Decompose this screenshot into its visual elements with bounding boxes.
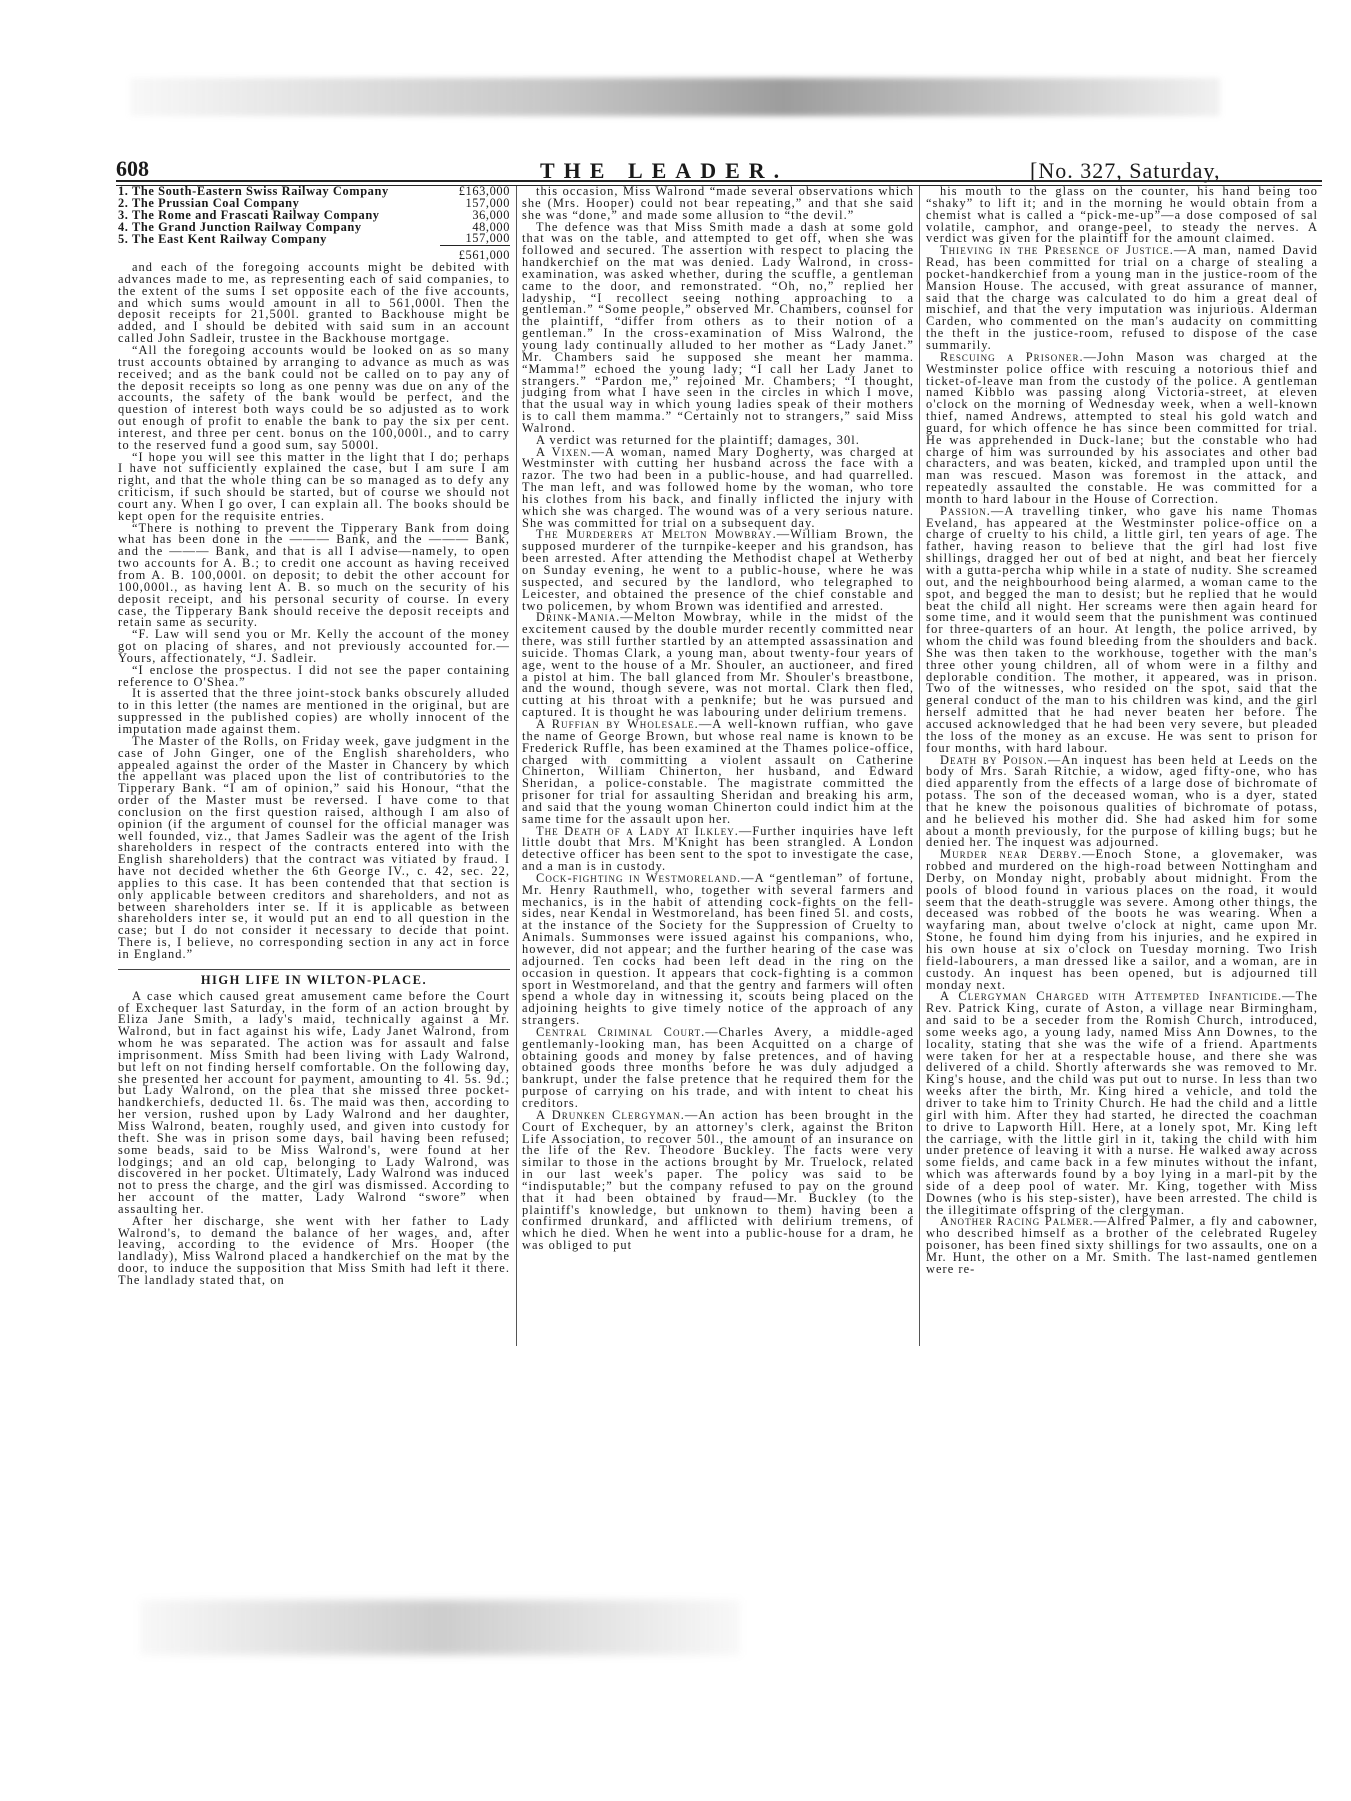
news-item	[926, 752, 1318, 850]
accounts-table	[118, 186, 510, 262]
amount: 157,000	[465, 195, 510, 210]
article-paragraph: A case which caused great amusement came before the Court of Exchequer last Saturday, in the form of an action brought by Eliza Jane Smith, a lady's maid, technically against a Mr. Walrond, but in fact against his wife, Lady Janet Walrond, from whom he was separated. The action was for assault and false imprisonment. Miss Smith had been living with Lady Walrond, but left on not finding herself comfortable. On the following day, she presented her account for payment, amounting to 4l. 5s. 9d.; but Lady Walrond, on the plea that she missed three pocket-handkerchiefs, deducted 1l. 6s. The maid was then, according to her version, rushed upon by Lady Walrond and her daughter, Miss Walrond, beaten, roughly used, and given into custody for theft. She was in prison some days, bail having been refused; some beads, said to be Miss Walrond's, were found at her lodgings; and an old cap, belonging to Lady Walrond, was discovered in her pocket. Ultimately, Lady Walrond was induced not to press the charge, and the girl was dismissed. According to her account of the matter, Lady Walrond “swore” when assaulting her.	[118, 988, 510, 1216]
item-body: A verdict was returned for the plaintiff; damages, 30l.	[536, 432, 860, 447]
column-1	[118, 186, 510, 1287]
article-paragraph: “F. Law will send you or Mr. Kelly the account of the money got on placing of shares, and not previously accounted for.—Yours, affectionately, “J. Sadleir.	[118, 627, 510, 665]
item-body: —A well-known ruffian, who gave the name of George Brown, but whose real name is known to be Frederick Ruffle, has been examined at the Thames police-office, charged with committing a violent assault on Catherine Chinerton, William Chinerton, her husband, and Edward Sheridan, a police-constable. The magistrate committed the prisoner for trial for assaulting Sheridan and breaking his arm, and said that the young woman Chinerton could indict him at the same time for the assault upon her.	[522, 716, 914, 826]
news-item	[926, 186, 1318, 245]
item-body: —An inquest has been held at Leeds on the body of Mrs. Sarah Ritchie, a widow, aged fifty-one, who has died apparently from the effects of a large dose of bichromate of potass. The son of the deceased woman, who is a dyer, stated that he knew the poisonous qualities of bichromate of potass, and he believed his mother did. She had asked him for some about a month previously, for the purpose of killing bugs; but he denied her. The inquest was adjourned.	[926, 752, 1318, 850]
item-headline: Death by Poison.	[940, 752, 1048, 767]
item-body: —Further inquiries have left little doubt that Mrs. M'Knight has been strangled. A London detective officer has been sent to the spot to investigate the case, and a man is in custody.	[522, 823, 914, 874]
item-body: —Melton Mowbray, while in the midst of the excitement caused by the double murder recently committed near there, was still further startled by an attempted assassination and suicide. Thomas Clark, a young man, about twenty-four years of age, went to the house of a Mr. Shouler, an auctioneer, and fired a pistol at him. The ball glanced from Mr. Shouler's breastbone, and the wound, though severe, was not mortal. Clark then fled, cutting at his throat with a penknife; but he was pursued and captured. It is thought he was labouring under delirium tremens.	[522, 610, 914, 720]
column-divider	[516, 186, 517, 1346]
item-headline: Thieving in the Presence of Justice.	[940, 243, 1174, 258]
item-headline: The Murderers at Melton Mowbray.	[536, 527, 777, 542]
news-item	[522, 1107, 914, 1253]
news-item	[522, 529, 914, 612]
item-body: his mouth to the glass on the counter, his hand being too “shaky” to lift it; and in the morning he would obtain from a chemist what is called a “pick-me-up”—a dose composed of sal volatile, camphor, and orange-peel, to steady the nerves. A verdict was given for the plaintiff for the amount claimed.	[926, 184, 1318, 246]
item-headline: A Drunken Clergyman.	[536, 1107, 685, 1122]
table-row	[118, 233, 510, 245]
news-item	[522, 870, 914, 1028]
company-name: 2. The Prussian Coal Company	[118, 195, 300, 210]
column-2	[522, 186, 914, 1252]
company-name: 4. The Grand Junction Railway Company	[118, 219, 362, 234]
item-headline: Passion.	[940, 503, 991, 518]
masthead: THE LEADER.	[540, 158, 789, 183]
item-headline: Murder near Derby.	[940, 847, 1083, 862]
item-body: —A travelling tinker, who gave his name Thomas Eveland, has appeared at the Westminster police-office on a charge of cruelty to his child, a little girl, ten years of age. The father, having reason to believe that the girl had lost five shillings, dragged her out of bed at night, and beat her fiercely with a gutta-percha whip while in a state of nudity. She screamed out, and the neighbourhood being alarmed, a woman came to the spot, and begged the man to desist; but he replied that he would beat the child all night. Her screams were then again heard for some time, and it would seem that the punishment was continued for three-quarters of an hour. At length, the police arrived, by whom the child was found bleeding from the shoulders and back. She was then taken to the workhouse, together with the man's three other young children, all of whom were in a filthy and deplorable condition. The mother, it appeared, was in prison. Two of the witnesses, who resided on the spot, said that the general conduct of the man to his children was kind, and the girl herself admitted that he had never beaten her before. The accused acknowledged that he had been very severe, but pleaded the loss of the money as an excuse. He was sent to prison for four months, with hard labour.	[926, 503, 1318, 755]
article-paragraph: and each of the foregoing accounts might be debited with advances made to me, as representing each of said companies, to the extent of the sums I set opposite each of the five accounts, and which sums would amount in all to 561,000l. Then the deposit receipts for 21,500l. granted to Backhouse might be added, and I should be debited with said sum in an account called John Sadleir, trustee in the Backhouse mortgage.	[118, 260, 510, 346]
item-body: —Charles Avery, a middle-aged gentlemanly-looking man, has been Acquitted on a charge of obtaining goods and money by false pretences, and of having obtained goods three months before he was duly adjudged a bankrupt, under the false pretence that he required them for the purpose of carrying on his trade, and with intent to cheat his creditors.	[522, 1024, 914, 1110]
company-name: 5. The East Kent Railway Company	[118, 231, 327, 246]
news-item	[522, 219, 914, 435]
item-headline: A Clergyman Charged with Attempted Infanticide.	[940, 989, 1283, 1004]
total-amount: £561,000	[440, 246, 510, 262]
amount: 48,000	[472, 219, 510, 234]
news-item	[522, 612, 914, 719]
news-item	[522, 1024, 914, 1110]
item-body: —Enoch Stone, a glovemaker, was robbed and murdered on the high-road between Nottingham and Derby, on Monday night, probably about midnight. From the pools of blood found in various places on the road, it would seem that the death-struggle was severe. Among other things, the deceased was robbed of the boots he was wearing. When a wayfaring man, about twelve o'clock at night, came upon Mr. Stone, he found him dying from his injuries, and he expired in his own house at six o'clock on Tuesday morning. Two Irish field-labourers, a man dressed like a sailor, and a woman, are in custody. An inquest has been opened, but is adjourned till monday next.	[926, 847, 1318, 992]
news-item	[522, 823, 914, 874]
article-paragraph: After her discharge, she went with her father to Lady Walrond's, to demand the balance of her wages, and, after leaving, according to the evidence of Mrs. Hooper (the landlady), Miss Walrond placed a handkerchief on the mat by the door, to induce the supposition that Miss Smith had left it there. The landlady stated that, on	[118, 1213, 510, 1287]
item-body: this occasion, Miss Walrond “made several observations which she (Mrs. Hooper) could not bear repeating,” and that she said she was “done,” and made some allusion to “the devil.”	[522, 184, 914, 222]
news-item	[522, 444, 914, 530]
article-paragraph: “I hope you will see this matter in the light that I do; perhaps I have not sufficiently explained the case, but I am sure I am right, and that the whole thing can be so managed as to defy any criticism, if such should be started, but of course we should not court any. When I go over, I can explain all. The books should be kept open for the requisite entries.	[118, 449, 510, 523]
news-item	[926, 991, 1318, 1216]
company-name: 3. The Rome and Frascati Railway Company	[118, 207, 380, 222]
article-paragraph: “I enclose the prospectus. I did not see the paper containing reference to O'Shea.”	[118, 662, 510, 689]
news-item	[926, 503, 1318, 755]
item-headline: Central Criminal Court.	[536, 1024, 706, 1039]
article-paragraph: It is asserted that the three joint-stock banks obscurely alluded to in this letter (the names are mentioned in the original, but are suppressed in the published copies) are wholly innocent of the imputation made against them.	[118, 686, 510, 736]
item-headline: A Vixen.	[536, 444, 592, 459]
item-body: —A man, named David Read, has been committed for trial on a charge of stealing a pocket-handkerchief from a young man in the justice-room of the Mansion House. The accused, with great assurance of manner, said that the charge was calculated to do him a great deal of mischief, and that the very imputation was injurious. Alderman Carden, who commented on the man's audacity on committing the theft in the justice-room, refused to dispose of the case summarily.	[926, 243, 1318, 352]
article-paragraph: “There is nothing to prevent the Tipperary Bank from doing what has been done in the ——— Bank, and the ——— Bank, and the ——— Bank, and that is all I advise—namely, to open two accounts for A. B.; to credit one account as having received from A. B. 100,000l. on deposit; to debit the other account for 100,000l., as having lent A. B. so much on the security of his deposit receipt, and his personal security of course. In every case, the Tipperary Bank should receive the deposit receipts and retain same as security.	[118, 520, 510, 630]
news-item	[926, 245, 1318, 352]
item-body: —A woman, named Mary Dogherty, was charged at Westminster with cutting her husband across the face with a razor. The two had been in a public-house, and had quarrelled. The man left, and was followed home by the woman, who tore his clothes from his back, and finally inflicted the injury with which she was charged. The wound was of a very serious nature. She was committed for trial on a subsequent day.	[522, 444, 914, 530]
item-body: —An action has been brought in the Court of Exchequer, by an attorney's clerk, against the Briton Life Association, to recover 50l., the amount of an insurance on the life of the Rev. Theodore Buckley. The facts were very similar to those in the actions brought by Mr. Truelock, related in our last week's paper. The policy was said to be “indisputable;” but the company refused to pay on the ground that it had been obtained by fraud—Mr. Buckley (to the plaintiff's knowledge, but unknown to them) having been a confirmed drunkard, and afflicted with delirium tremens, of which he died. When he went into a public-house for a dram, he was obliged to put	[522, 1107, 914, 1253]
news-item	[522, 186, 914, 222]
item-headline: Another Racing Palmer.	[940, 1214, 1094, 1229]
news-item	[522, 716, 914, 826]
item-body: —Alfred Palmer, a fly and cabowner, who described himself as a brother of the celebrated Rugeley poisoner, has been fined sixty shillings for two assaults, one on a Mr. Hunt, the other on a Mr. Smith. The last-named gentlemen were re-	[926, 1214, 1318, 1276]
item-headline: Rescuing a Prisoner.	[940, 349, 1084, 364]
item-headline: Cock-fighting in Westmoreland.	[536, 870, 742, 885]
item-body: The defence was that Miss Smith made a dash at some gold that was on the table, and attempted to get off, when she was followed and secured. The assertion with respect to placing the handkerchief on the mat was denied. Lady Walrond, in cross-examination, was asked whether, during the scuffle, a gentleman came to the door, and remonstrated. “Oh, no,” replied her ladyship, “I recollect seeing nothing approaching to a gentleman.” “Some people,” observed Mr. Chambers, counsel for the plaintiff, “differ from others as to their notion of a gentleman.” In the cross-examination of Miss Walrond, the young lady continually alluded to her mother as “Lady Janet.” Mr. Chambers said he supposed she meant her mamma. “Mamma!” echoed the young lady; “I call her Lady Janet to strangers.” “Pardon me,” rejoined Mr. Chambers; “I thought, judging from what I have seen in the circles in which I move, that the usual way in which young ladies speak of their mothers is to call them mamma.” “Certainly not to strangers,” said Miss Walrond.	[522, 219, 914, 435]
amount: 36,000	[472, 207, 510, 222]
article-paragraph: “All the foregoing accounts would be looked on as so many trust accounts obtained by arranging to advance as much as was received; and as the bank could not be called on to pay any of the deposit receipts so long as one penny was due on any of the accounts, the safety of the bank would be perfect, and the question of interest both ways could be so adjusted as to work out enough of profit to enable the bank to pay the six per cent. interest, and three per cent. bonus on the 100,000l., and to carry to the reserved fund a good sum, say 5000l.	[118, 342, 510, 452]
article-paragraph: The Master of the Rolls, on Friday week, gave judgment in the case of John Ginger, one of the English shareholders, who appealed against the order of the Master in Chancery by which the appellant was placed upon the list of contributories to the Tipperary Bank. “I am of opinion,” said his Honour, “that the order of the Master must be reversed. I have come to that conclusion on the first question raised, although I am also of opinion (if the argument of counsel for the official manager was well founded, viz., that James Sadleir was the agent of the Irish shareholders in respect of the contracts entered into with the English shareholders) that the contract was vitiated by fraud. I have not decided whether the 6th George IV., c. 42, sec. 22, applies to this case. It has been contended that that section is only applicable between creditors and shareholders, and not as between shareholders inter se. If it is applicable as between shareholders inter se, it would put an end to all question in the case; but I do not consider it necessary to decide that point. There is, I believe, no corresponding section in any act in force in England.”	[118, 733, 510, 961]
section-heading: HIGH LIFE IN WILTON-PLACE.	[118, 969, 510, 987]
amount: 157,000	[465, 231, 510, 246]
item-headline: A Ruffian by Wholesale.	[536, 716, 699, 731]
scan-smudge	[140, 1600, 740, 1655]
column-3	[926, 186, 1318, 1276]
item-body: —A “gentleman” of fortune, Mr. Henry Rauthmell, who, together with several farmers and mechanics, is in the habit of attending cock-fights on the fell-sides, near Kendal in Westmoreland, has been fined 5l. and costs, at the instance of the Society for the Suppression of Cruelty to Animals. Summonses were issued against his companions, who, however, did not appear; and the further hearing of the case was adjourned. Ten cocks had been left dead in the ring on the occasion in question. It appears that cock-fighting is a common sport in Westmoreland, and that the gentry and farmers will often spend a whole day in witnessing it, scouts being placed on the adjoining heights to give timely notice of the approach of any strangers.	[522, 870, 914, 1028]
column-divider	[919, 186, 920, 1346]
item-headline: The Death of a Lady at Ilkley.	[536, 823, 739, 838]
item-headline: Drink-Mania.	[536, 610, 621, 625]
news-item	[926, 349, 1318, 506]
item-body: —William Brown, the supposed murderer of the turnpike-keeper and his grandson, has been arrested. After attending the Methodist chapel at Wetherby on Sunday evening, he went to a public-house, where he was suspected, and secured by the landlord, who telegraphed to Leicester, and obtained the presence of the chief constable and two policemen, by whom Brown was identified and arrested.	[522, 527, 915, 613]
page-number: 608	[116, 156, 149, 181]
company-name: 1. The South-Eastern Swiss Railway Company	[118, 184, 389, 198]
news-item	[926, 1216, 1318, 1275]
news-item	[926, 849, 1318, 991]
item-body: —John Mason was charged at the Westminster police office with rescuing a notorious thief and ticket-of-leave man from the custody of the police. A gentleman named Kibblo was passing along Victoria-street, at eleven o'clock on the morning of Wednesday week, when a well-known thief, named Andrews, attempted to steal his gold watch and guard, for which offence he has since been committed for trial. He was apprehended in Duck-lane; but the constable who had charge of him was surrounded by his associates and other bad characters, and was beaten, kicked, and trampled upon until the man was rescued. Mason was foremost in the attack, and repeatedly assaulted the constable. He was committed for a month to hard labour in the House of Correction.	[926, 349, 1318, 506]
issue-number: [No. 327, Saturday,	[1030, 158, 1221, 183]
item-body: —The Rev. Patrick King, curate of Aston, a village near Birmingham, and said to be a seceder from the Romish Church, introduced, some weeks ago, a young lady, named Miss Ann Downes, to the locality, stating that she was the wife of a friend. Apartments were taken for her at a respectable house, and there she was delivered of a child. Shortly afterwards she was removed to Mr. King's house, and the child was put out to nurse. In less than two weeks after the birth, Mr. King hired a vehicle, and told the driver to take him to Trinity Church. He had the child and a little girl with him. After they had started, he directed the coachman to drive to Lapworth Hill. Here, at a lonely spot, Mr. King left the carriage, with the little girl in it, taking the child with him under pretence of leaving it with a nurse. He walked away across some fields, and came back in a few minutes without the infant, which was afterwards found by a boy lying in a marl-pit by the side of a deep pool of water. Mr. King, together with Miss Downes (who is his step-sister), have been arrested. The child is the illegitimate offspring of the clergyman.	[926, 989, 1318, 1217]
amount: £163,000	[458, 184, 510, 198]
scan-smudge	[130, 78, 1220, 116]
